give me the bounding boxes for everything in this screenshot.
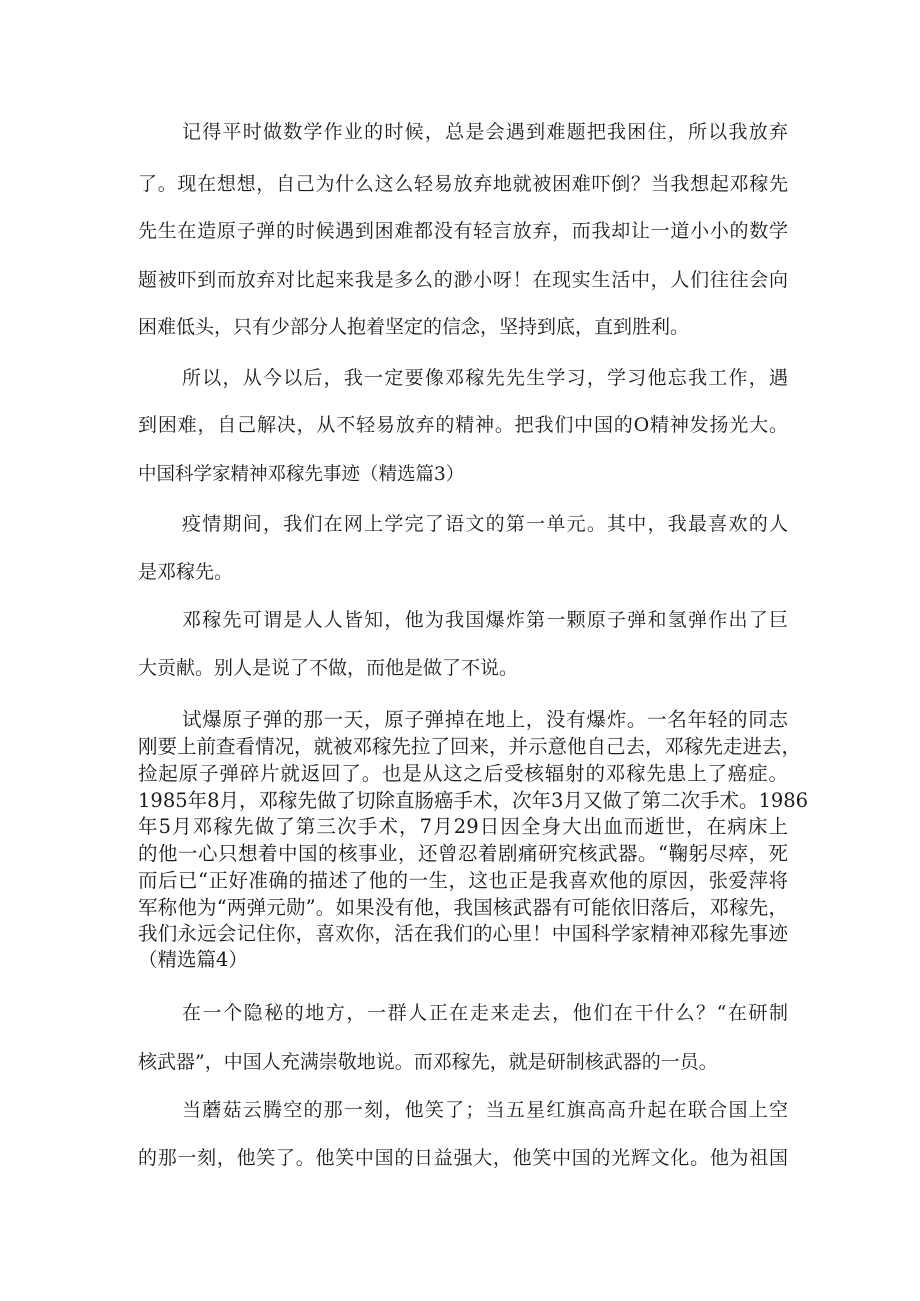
text-line: （精选篇4） — [138, 948, 248, 971]
text-line: 了。现在想想，自己为什么这么轻易放弃地就被困难吓倒？当我想起邓稼先 — [138, 173, 788, 195]
text-line: 刚要上前查看情况，就被邓稼先拉了回来，并示意他自己去，邓稼先走进去， — [138, 735, 802, 758]
text-line: 核武器”，中国人充满崇敬地说。而邓稼先，就是研制核武器的一员。 — [138, 1051, 718, 1073]
text-line: 先生在造原子弹的时候遇到困难都没有轻言放弃，而我却让一道小小的数学 — [138, 220, 788, 242]
text-line: 大贡献。别人是说了不做，而他是做了不说。 — [138, 657, 519, 679]
text-line: 年5月邓稼先做了第三次手术，7月29日因全身大出血而逝世，在病床上 — [138, 815, 788, 838]
text-line: 记得平时做数学作业的时候，总是会遇到难题把我困住，所以我放弃 — [182, 121, 788, 143]
text-line: 而后已“正好准确的描述了他的一生，这也正是我喜欢他的原因，张爱萍将 — [138, 869, 788, 892]
text-line: 捡起原子弹碎片就返回了。也是从这之后受核辐射的邓稼先患上了癌症。 — [138, 762, 788, 785]
text-line: 困难低头，只有少部分人抱着坚定的信念，坚持到底，直到胜利。 — [138, 316, 690, 338]
text-line: 所以，从今以后，我一定要像邓稼先先生学习，学习他忘我工作，遇 — [182, 367, 788, 389]
text-line: 1985年8月，邓稼先做了切除直肠癌手术，次年3月又做了第二次手术。1986 — [138, 789, 809, 812]
text-line: 的那一刻，他笑了。他笑中国的日益强大，他笑中国的光辉文化。他为祖国 — [138, 1147, 788, 1169]
text-line: 疫情期间，我们在网上学完了语文的第一单元。其中，我最喜欢的人 — [182, 513, 788, 535]
text-line: 我们永远会记住你，喜欢你，活在我们的心里！中国科学家精神邓稼先事迹 — [138, 922, 788, 945]
text-line: 邓稼先可谓是人人皆知，他为我国爆炸第一颗原子弹和氢弹作出了巨 — [182, 609, 788, 631]
section-heading: 中国科学家精神邓稼先事迹（精选篇3） — [138, 464, 465, 485]
text-line: 在一个隐秘的地方，一群人正在走来走去，他们在干什么？“在研制 — [182, 1002, 788, 1024]
text-line: 当蘑菇云腾空的那一刻，他笑了；当五星红旗高高升起在联合国上空 — [182, 1099, 788, 1121]
text-line: 题被吓到而放弃对比起来我是多么的渺小呀！在现实生活中，人们往往会向 — [138, 269, 788, 291]
text-line: 的他一心只想着中国的核事业，还曾忍着剧痛研究核武器。“鞠躬尽瘁，死 — [138, 842, 788, 865]
text-line: 试爆原子弹的那一天，原子弹掉在地上，没有爆炸。一名年轻的同志 — [182, 708, 788, 731]
text-line: 到困难，自己解决，从不轻易放弃的精神。把我们中国的O精神发扬光大。 — [138, 414, 788, 436]
text-line: 军称他为“两弹元勋”。如果没有他，我国核武器有可能依旧落后，邓稼先， — [138, 896, 788, 919]
text-line: 是邓稼先。 — [138, 561, 234, 583]
